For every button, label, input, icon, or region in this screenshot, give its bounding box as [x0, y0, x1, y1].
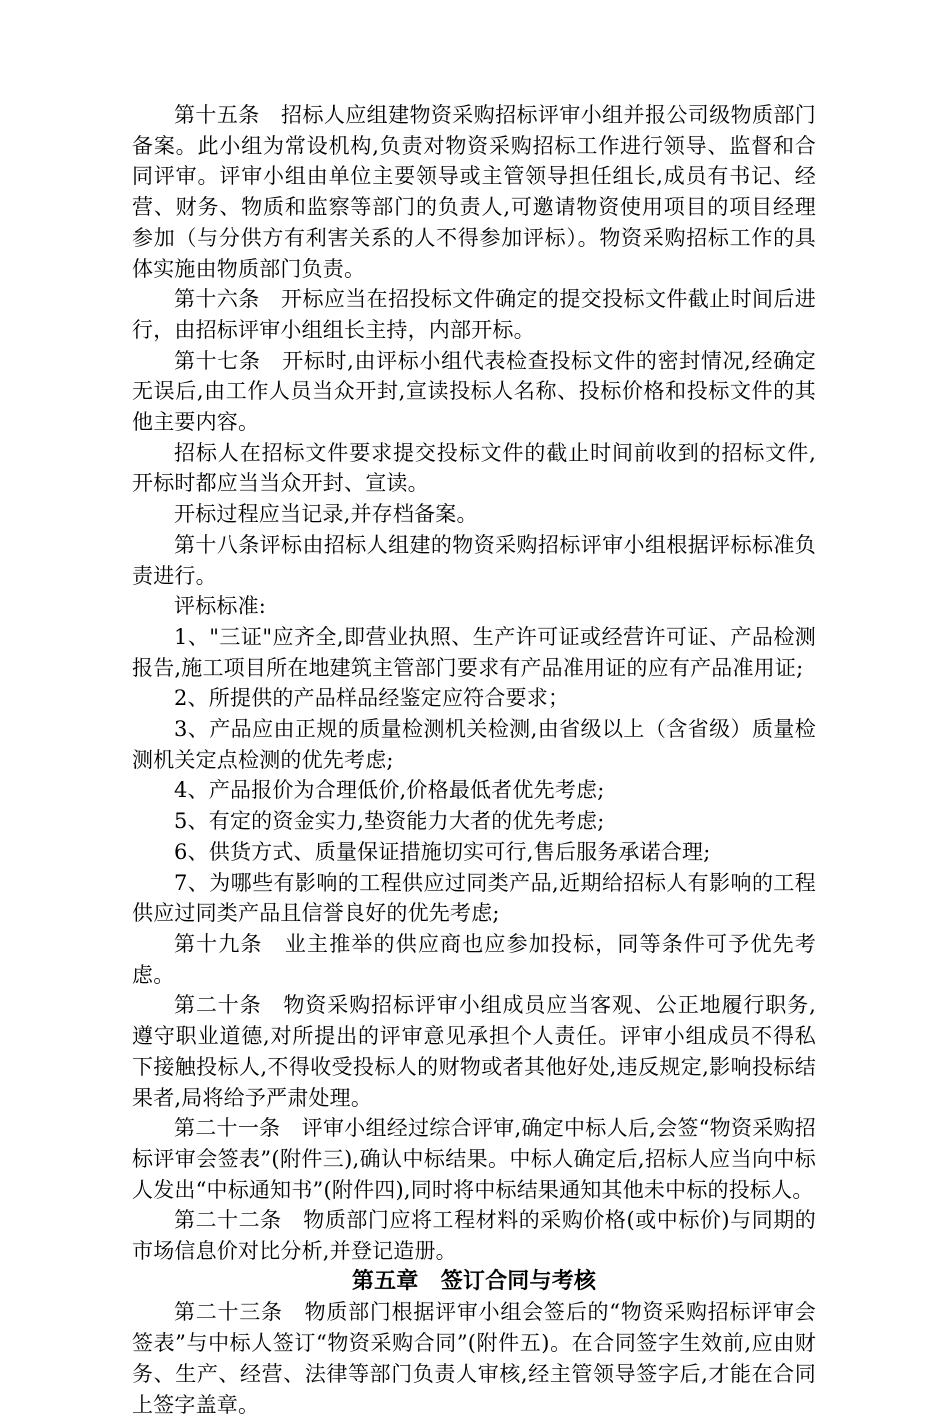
- list-item-criterion-2: 2、所提供的产品样品经鉴定应符合要求；: [174, 686, 570, 711]
- paragraph-article-22: 第二十二条 物质部门应将工程材料的采购价格(或中标价)与同期的市场信息价对比分析,并登记造册。: [132, 1208, 816, 1264]
- paragraph-article-16: 第十六条 开标应当在招投标文件确定的提交投标文件截止时间后进行，由招标评审小组组长主持，内部开标。: [132, 287, 816, 342]
- paragraph-evaluation-criteria-label: 评标标准:: [174, 594, 267, 619]
- list-item-criterion-3: 3、产品应由正规的质量检测机关检测,由省级以上（含省级）质量检测机关定点检测的优先考虑;: [132, 717, 816, 772]
- list-item-criterion-7: 7、为哪些有影响的工程供应过同类产品,近期给招标人有影响的工程供应过同类产品且信誉良好的优先考虑;: [132, 870, 816, 926]
- paragraph-article-20: 第二十条 物资采购招标评审小组成员应当客观、公正地履行职务,遵守职业道德,对所提出的评审意见承担个人责任。评审小组成员不得私下接触投标人,不得收受投标人的财物或者其他好处,违反规定,影响投标结果者,局将给予严肃处理。: [132, 993, 816, 1110]
- paragraph-article-18: 第十八条评标由招标人组建的物资采购招标评审小组根据评标标准负责进行。: [132, 532, 816, 588]
- paragraph-article-19: 第十九条 业主推举的供应商也应参加投标，同等条件可予优先考虑。: [132, 931, 816, 987]
- document-page: [132, 100, 816, 1420]
- paragraph-article-23: 第二十三条 物质部门根据评审小组会签后的“物资采购招标评审会签表”与中标人签订“物资采购合同”(附件五)。在合同签字生效前,应由财务、生产、经营、法律等部门负责人审核,经主管领导签字后,才能在合同上签字盖章。: [132, 1300, 816, 1417]
- paragraph-bid-opening-public: 招标人在招标文件要求提交投标文件的截止时间前收到的招标文件,开标时都应当当众开封、宣读。: [132, 440, 816, 496]
- list-item-criterion-1: 1、"三证"应齐全,即营业执照、生产许可证或经营许可证、产品检测报告,施工项目所在地建筑主管部门要求有产品准用证的应有产品准用证;: [132, 624, 816, 680]
- chapter-heading: 第五章 签订合同与考核: [351, 1268, 597, 1294]
- paragraph-article-17: 第十七条 开标时,由评标小组代表检查投标文件的密封情况,经确定无误后,由工作人员当众开封,宣读投标人名称、投标价格和投标文件的其他主要内容。: [132, 348, 816, 435]
- list-item-criterion-5: 5、有定的资金实力,垫资能力大者的优先考虑;: [174, 809, 605, 834]
- list-item-criterion-4: 4、产品报价为合理低价,价格最低者优先考虑;: [174, 778, 605, 803]
- paragraph-article-21: 第二十一条 评审小组经过综合评审,确定中标人后,会签“物资采购招标评审会签表”(附件三),确认中标结果。中标人确定后,招标人应当向中标人发出“中标通知书”(附件四),同时将中标结果通知其他未中标的投标人。: [132, 1116, 816, 1202]
- paragraph-article-15: 第十五条 招标人应组建物资采购招标评审小组并报公司级物质部门备案。此小组为常设机构,负责对物资采购招标工作进行领导、监督和合同评审。评审小组由单位主要领导或主管领导担任组长,成员有书记、经营、财务、物质和监察等部门的负责人,可邀请物资使用项目的项目经理参加（与分供方有利害关系的人不得参加评标）。物资采购招标工作的具体实施由物质部门负责。: [132, 103, 816, 281]
- list-item-criterion-6: 6、供货方式、质量保证措施切实可行,售后服务承诺合理;: [174, 839, 711, 864]
- paragraph-bid-opening-record: 开标过程应当记录,并存档备案。: [174, 502, 478, 527]
